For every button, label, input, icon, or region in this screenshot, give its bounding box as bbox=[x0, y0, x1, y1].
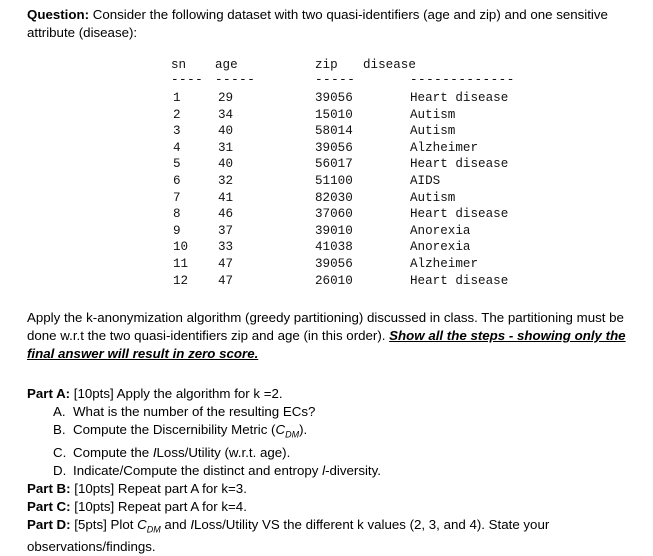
cell-age: 46 bbox=[218, 207, 234, 222]
cell-zip: 37060 bbox=[315, 207, 353, 222]
cell-age: 47 bbox=[218, 257, 234, 271]
item-letter: A. bbox=[53, 404, 66, 419]
part-a-text: [10pts] Apply the algorithm for k =2. bbox=[70, 386, 283, 401]
cell-age: 41 bbox=[218, 190, 234, 205]
item-letter: D. bbox=[53, 462, 67, 478]
part-d-text-post: Loss/Utility VS the different k values (2, 3, and 4). State your observations/findings. bbox=[27, 516, 550, 555]
cell-age: 32 bbox=[218, 174, 234, 188]
part-a-item-d bbox=[27, 462, 639, 480]
part-d bbox=[27, 516, 639, 556]
cell-sn: 9 bbox=[173, 223, 181, 238]
part-c-label: Part C: bbox=[27, 498, 71, 514]
separator-sn: ---- bbox=[171, 73, 204, 87]
item-letter: B. bbox=[53, 422, 66, 437]
part-d-label: Part D: bbox=[27, 516, 71, 532]
cell-sn: 2 bbox=[173, 107, 181, 122]
cell-zip: 82030 bbox=[315, 190, 353, 205]
cell-disease: Autism bbox=[410, 190, 456, 205]
cell-age: 34 bbox=[218, 107, 234, 122]
item-text: Compute the bbox=[73, 444, 153, 460]
cell-disease: Anorexia bbox=[410, 240, 471, 255]
cell-age: 47 bbox=[218, 273, 234, 288]
question-intro bbox=[27, 6, 632, 42]
item-text-post: Loss/Utility (w.r.t. age). bbox=[156, 444, 291, 460]
cell-disease: Autism bbox=[410, 124, 456, 139]
item-text-post: ). bbox=[299, 422, 308, 437]
part-b-label: Part B: bbox=[27, 480, 71, 496]
item-letter: C. bbox=[53, 444, 67, 460]
cell-zip: 51100 bbox=[315, 174, 353, 188]
part-d-text-mid: and bbox=[160, 516, 191, 532]
cell-disease: Autism bbox=[410, 107, 456, 122]
part-a bbox=[27, 385, 639, 403]
cell-disease: Alzheimer bbox=[410, 257, 479, 271]
part-d-italic: I bbox=[190, 516, 195, 532]
cell-disease: Anorexia bbox=[410, 223, 471, 238]
item-italic: I bbox=[152, 444, 157, 460]
cell-sn: 7 bbox=[173, 190, 181, 205]
cell-disease: Heart disease bbox=[410, 91, 509, 105]
cell-disease: AIDS bbox=[410, 174, 441, 188]
cell-age: 33 bbox=[218, 240, 234, 255]
header-disease: disease bbox=[363, 58, 416, 72]
cell-sn: 1 bbox=[173, 91, 181, 105]
cell-zip: 39056 bbox=[315, 140, 353, 155]
cell-sn: 10 bbox=[173, 240, 189, 255]
cell-zip: 41038 bbox=[315, 240, 353, 255]
cell-sn: 6 bbox=[173, 174, 181, 188]
cell-age: 31 bbox=[218, 140, 234, 155]
cell-disease: Alzheimer bbox=[410, 140, 479, 155]
header-zip: zip bbox=[315, 58, 338, 72]
cell-age: 40 bbox=[218, 157, 234, 172]
part-a-item-b bbox=[27, 421, 639, 444]
separator-age: ----- bbox=[215, 73, 256, 87]
item-text: Indicate/Compute the distinct and entropy bbox=[73, 462, 323, 478]
question-label: Question: bbox=[27, 7, 90, 22]
part-a-item-a bbox=[27, 403, 639, 421]
metric-symbol: $C_{DM}$ bbox=[275, 422, 300, 440]
cell-zip: 58014 bbox=[315, 124, 353, 139]
header-sn: sn bbox=[171, 58, 187, 72]
part-c bbox=[27, 498, 639, 516]
cell-sn: 4 bbox=[173, 140, 181, 155]
cell-sn: 11 bbox=[173, 257, 189, 271]
cell-sn: 3 bbox=[173, 124, 181, 139]
separator-disease: ------------- bbox=[410, 73, 515, 87]
parts-list bbox=[27, 385, 639, 556]
item-text: What is the number of the resulting ECs? bbox=[73, 404, 316, 419]
cell-disease: Heart disease bbox=[410, 157, 509, 172]
cell-disease: Heart disease bbox=[410, 273, 509, 288]
part-a-item-c bbox=[27, 444, 639, 462]
cell-sn: 8 bbox=[173, 207, 181, 222]
cell-sn: 5 bbox=[173, 157, 181, 172]
instructions-paragraph bbox=[27, 309, 639, 363]
part-b-text: [10pts] Repeat part A for k=3. bbox=[70, 480, 247, 496]
item-text: Compute the Discernibility Metric ( bbox=[73, 422, 276, 437]
cell-disease: Heart disease bbox=[410, 207, 509, 222]
part-b bbox=[27, 480, 639, 498]
item-italic: l bbox=[322, 462, 326, 478]
part-d-text: [5pts] Plot bbox=[70, 516, 138, 532]
instructions-text: Apply the k-anonymization algorithm (greedy partitioning) discussed in class. The partitioning must be done w.r.t the two quasi-identifiers zip and age (in this order). bbox=[27, 310, 624, 343]
cell-zip: 15010 bbox=[315, 107, 353, 122]
cell-zip: 39010 bbox=[315, 223, 353, 238]
metric-symbol: $C_{DM}$ bbox=[137, 516, 161, 535]
item-text-post: -diversity. bbox=[325, 462, 381, 478]
cell-age: 40 bbox=[218, 124, 234, 139]
cell-zip: 39056 bbox=[315, 91, 353, 105]
cell-age: 37 bbox=[218, 223, 234, 238]
separator-zip: ----- bbox=[315, 73, 356, 87]
cell-zip: 39056 bbox=[315, 257, 353, 271]
cell-sn: 12 bbox=[173, 273, 189, 288]
cell-age: 29 bbox=[218, 91, 234, 105]
cell-zip: 56017 bbox=[315, 157, 353, 172]
instructions-emphasis: Show all the steps - showing only the final answer will result in zero score. bbox=[27, 328, 626, 361]
part-c-text: [10pts] Repeat part A for k=4. bbox=[70, 498, 247, 514]
part-a-label: Part A: bbox=[27, 386, 71, 401]
header-age: age bbox=[215, 58, 238, 72]
question-text: Consider the following dataset with two quasi-identifiers (age and zip) and one sensitive attribute (disease): bbox=[27, 7, 608, 40]
cell-zip: 26010 bbox=[315, 273, 353, 288]
